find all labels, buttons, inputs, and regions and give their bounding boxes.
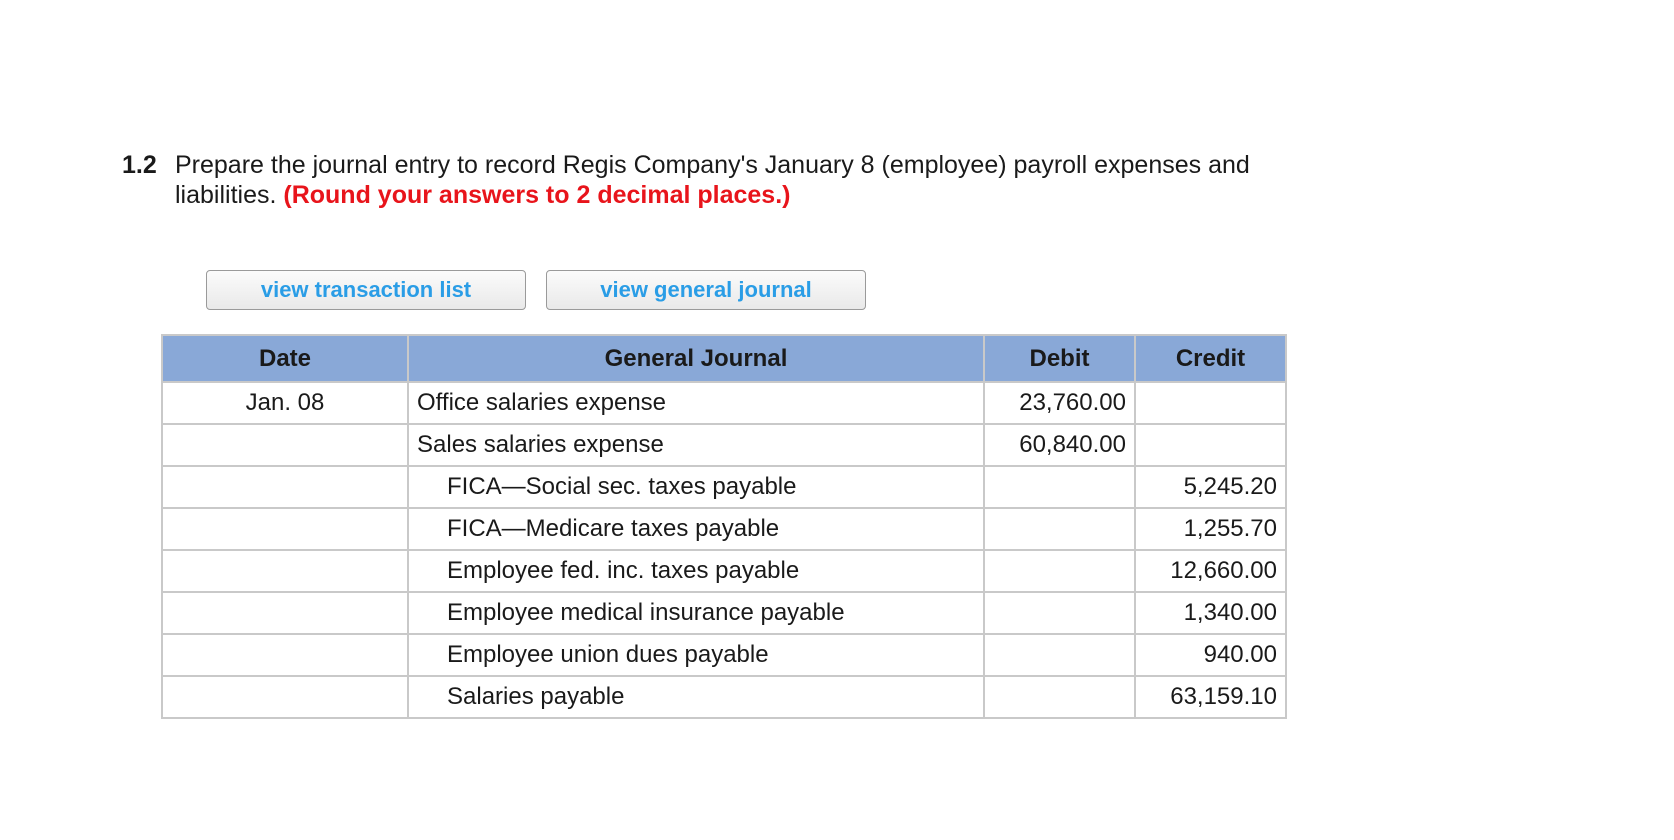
account-cell[interactable]: Employee union dues payable (408, 634, 984, 676)
table-row (162, 382, 1286, 424)
table-row (162, 424, 1286, 466)
view-transaction-list-button[interactable]: view transaction list (206, 270, 526, 310)
account-cell[interactable]: FICA—Medicare taxes payable (408, 508, 984, 550)
header-credit: Credit (1135, 335, 1286, 382)
date-cell[interactable] (162, 676, 408, 718)
credit-cell[interactable] (1135, 424, 1286, 466)
debit-cell[interactable] (984, 676, 1135, 718)
table-row (162, 592, 1286, 634)
credit-cell[interactable]: 12,660.00 (1135, 550, 1286, 592)
debit-cell[interactable] (984, 592, 1135, 634)
view-general-journal-button[interactable]: view general journal (546, 270, 866, 310)
account-cell[interactable]: FICA—Social sec. taxes payable (408, 466, 984, 508)
date-cell[interactable] (162, 634, 408, 676)
header-debit: Debit (984, 335, 1135, 382)
debit-cell[interactable] (984, 634, 1135, 676)
debit-cell[interactable]: 60,840.00 (984, 424, 1135, 466)
question-number: 1.2 (122, 151, 157, 179)
table-header-row (162, 335, 1286, 382)
account-cell[interactable]: Office salaries expense (408, 382, 984, 424)
rounding-instruction: (Round your answers to 2 decimal places.) (283, 181, 791, 209)
table-row (162, 550, 1286, 592)
account-cell[interactable]: Employee fed. inc. taxes payable (408, 550, 984, 592)
account-cell[interactable]: Salaries payable (408, 676, 984, 718)
debit-cell[interactable]: 23,760.00 (984, 382, 1135, 424)
credit-cell[interactable]: 63,159.10 (1135, 676, 1286, 718)
credit-cell[interactable]: 1,340.00 (1135, 592, 1286, 634)
debit-cell[interactable] (984, 466, 1135, 508)
account-cell[interactable]: Sales salaries expense (408, 424, 984, 466)
date-cell[interactable] (162, 466, 408, 508)
debit-cell[interactable] (984, 508, 1135, 550)
header-general-journal: General Journal (408, 335, 984, 382)
table-row (162, 466, 1286, 508)
credit-cell[interactable] (1135, 382, 1286, 424)
date-cell[interactable]: Jan. 08 (162, 382, 408, 424)
header-date: Date (162, 335, 408, 382)
table-row (162, 508, 1286, 550)
date-cell[interactable] (162, 508, 408, 550)
table-row (162, 676, 1286, 718)
account-cell[interactable]: Employee medical insurance payable (408, 592, 984, 634)
credit-cell[interactable]: 940.00 (1135, 634, 1286, 676)
date-cell[interactable] (162, 592, 408, 634)
general-journal-table (161, 334, 1287, 719)
debit-cell[interactable] (984, 550, 1135, 592)
date-cell[interactable] (162, 550, 408, 592)
question-text: Prepare the journal entry to record Regis Company's January 8 (employee) payroll expenses and liabilities. (175, 151, 1250, 209)
credit-cell[interactable]: 5,245.20 (1135, 466, 1286, 508)
date-cell[interactable] (162, 424, 408, 466)
table-row (162, 634, 1286, 676)
credit-cell[interactable]: 1,255.70 (1135, 508, 1286, 550)
question-text-block (175, 150, 1305, 210)
